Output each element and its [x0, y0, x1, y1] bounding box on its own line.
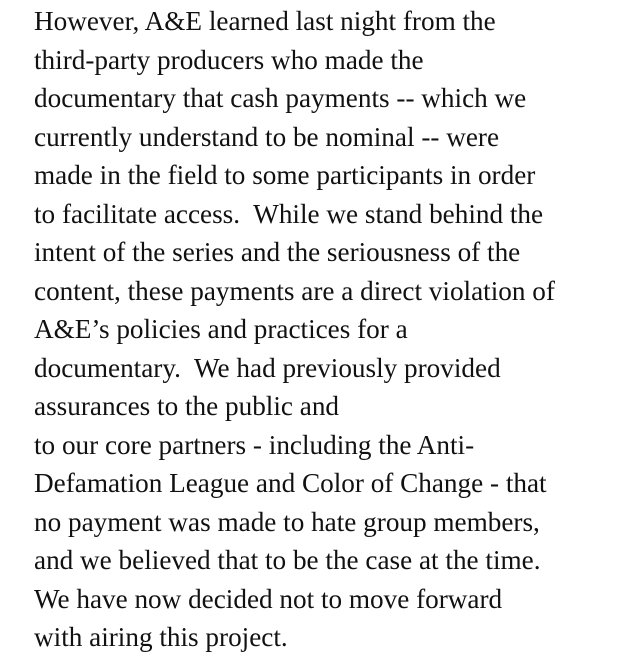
statement-line: intent of the series and the seriousness of the [34, 237, 521, 267]
statement-line: made in the field to some participants in order [34, 160, 536, 190]
statement-line: and we believed that to be the case at the time. [34, 545, 541, 575]
statement-line: documentary that cash payments -- which we [34, 83, 527, 113]
statement-line: content, these payments are a direct violation of [34, 275, 555, 306]
statement-line: However, A&E learned last night from the [34, 6, 496, 36]
statement-line: currently understand to be nominal -- were [34, 121, 500, 152]
statement-line: no payment was made to hate group members, [34, 506, 540, 537]
statement-line: assurances to the public and [34, 391, 340, 421]
statement-line: with airing this project. [34, 622, 288, 652]
statement-text [34, 2, 634, 657]
statement-line: documentary. We had previously provided [34, 352, 501, 383]
statement-line: A&E’s policies and practices for a [34, 314, 408, 344]
statement-line: Defamation League and Color of Change - that [34, 468, 547, 498]
statement-line: third-party producers who made the [34, 44, 424, 75]
statement-line: We have now decided not to move forward [34, 583, 503, 614]
statement-line: to facilitate access. While we stand behind the [34, 198, 544, 229]
statement-line: to our core partners - including the Anti- [34, 429, 475, 460]
